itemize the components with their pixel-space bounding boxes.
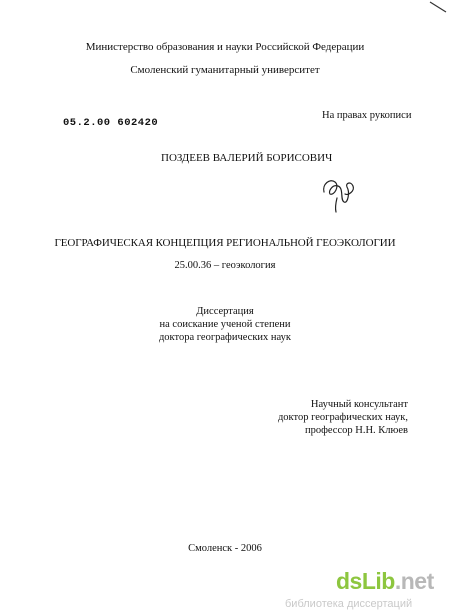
author-name: ПОЗДЕЕВ ВАЛЕРИЙ БОРИСОВИЧ [161, 152, 333, 164]
watermark-subtitle: библиотека диссертаций [285, 598, 413, 610]
university-line: Смоленский гуманитарный университет [130, 64, 320, 76]
dissertation-title: ГЕОГРАФИЧЕСКАЯ КОНЦЕПЦИЯ РЕГИОНАЛЬНОЙ ГЕОЭКОЛОГИИ [54, 237, 396, 249]
specialty-code: 25.00.36 – геоэкология [174, 260, 276, 271]
dissertation-label: Диссертация [196, 306, 254, 317]
degree-line: на соискание ученой степени [159, 319, 291, 330]
inventory-stamp-number: 05.2.00 602420 [63, 117, 159, 129]
manuscript-rights-note: На правах рукописи [322, 110, 412, 121]
author-signature [320, 170, 356, 214]
watermark-brand-main: dsLib [336, 568, 395, 594]
ministry-line: Министерство образования и науки Российской Федерации [85, 41, 365, 53]
advisor-name: профессор Н.Н. Клюев [304, 425, 408, 436]
advisor-label: Научный консультант [310, 399, 408, 410]
advisor-degree: доктор географических наук, [277, 412, 408, 423]
watermark-brand-domain: .net [394, 568, 434, 594]
dslib-watermark [336, 570, 434, 593]
degree-field-line: доктора географических наук [158, 332, 292, 343]
city-year: Смоленск - 2006 [188, 543, 262, 554]
corner-scan-mark [428, 0, 450, 14]
